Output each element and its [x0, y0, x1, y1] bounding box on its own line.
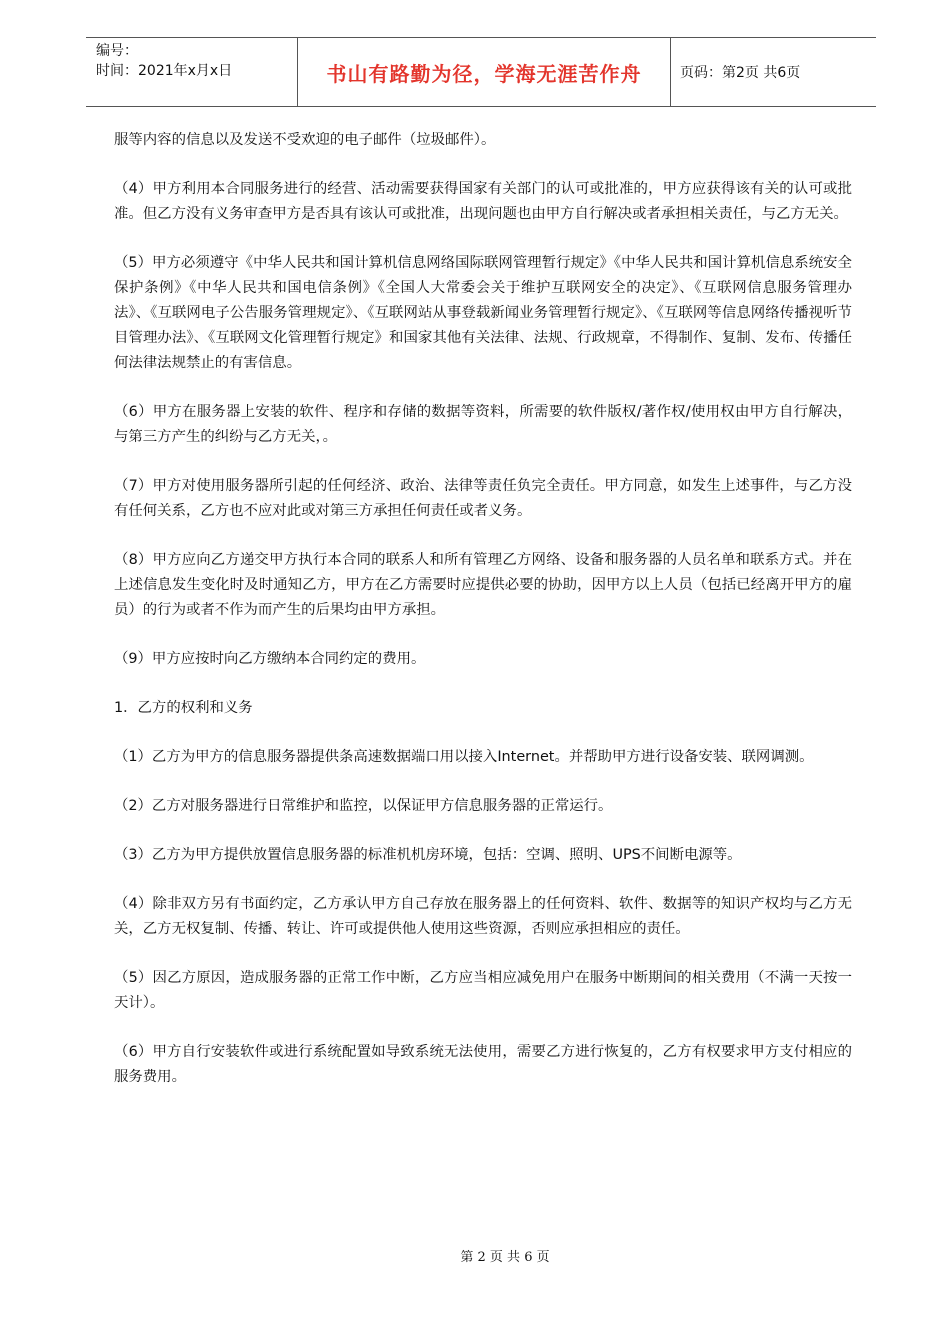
- paragraph: （2）乙方对服务器进行日常维护和监控，以保证甲方信息服务器的正常运行。: [114, 798, 613, 814]
- header-meta: [86, 38, 298, 106]
- header-page-info: 页码：第2页 共6页: [680, 65, 801, 81]
- paragraph: 服等内容的信息以及发送不受欢迎的电子邮件（垃圾邮件）。: [114, 132, 496, 148]
- paragraph: （6）甲方在服务器上安装的软件、程序和存储的数据等资料，所需要的软件版权/著作权/使用权由甲方自行解决，与第三方产生的纠纷与乙方无关，。: [114, 404, 852, 445]
- document-date: 时间：2021年x月x日: [96, 63, 233, 79]
- paragraph: （6）甲方自行安装软件或进行系统配置如导致系统无法使用，需要乙方进行恢复的，乙方有权要求甲方支付相应的服务费用。: [114, 1044, 852, 1085]
- paragraph: （4）甲方利用本合同服务进行的经营、活动需要获得国家有关部门的认可或批准的，甲方应获得该有关的认可或批准。但乙方没有义务审查甲方是否具有该认可或批准，出现问题也由甲方自行解决或者承担相关责任，与乙方无关。: [114, 181, 852, 222]
- document-number-label: 编号：: [96, 43, 138, 59]
- paragraph: （9）甲方应按时向乙方缴纳本合同约定的费用。: [114, 651, 426, 667]
- paragraph: （5）甲方必须遵守《中华人民共和国计算机信息网络国际联网管理暂行规定》《中华人民共和国计算机信息系统安全保护条例》《中华人民共和国电信条例》《全国人大常委会关于维护互联网安全的决定》、《互联网信息服务管理办法》、《互联网电子公告服务管理规定》、《互联网站从事登载新闻业务管理暂行规定》、《互联网等信息网络传播视听节目管理办法》、《互联网文化管理暂行规定》和国家其他有关法律、法规、行政规章，不得制作、复制、发布、传播任何法律法规禁止的有害信息。: [114, 255, 852, 371]
- document-body: [114, 128, 852, 1114]
- paragraph: （4）除非双方另有书面约定，乙方承认甲方自己存放在服务器上的任何资料、软件、数据等的知识产权均与乙方无关，乙方无权复制、传播、转让、许可或提供他人使用这些资源，否则应承担相应的责任。: [114, 896, 852, 937]
- section-heading: 1．乙方的权利和义务: [114, 700, 253, 716]
- paragraph: （5）因乙方原因，造成服务器的正常工作中断，乙方应当相应减免用户在服务中断期间的相关费用（不满一天按一天计）。: [114, 970, 852, 1011]
- paragraph: （8）甲方应向乙方递交甲方执行本合同的联系人和所有管理乙方网络、设备和服务器的人员名单和联系方式。并在上述信息发生变化时及时通知乙方，甲方在乙方需要时应提供必要的协助，因甲方以上人员（包括已经离开甲方的雇员）的行为或者不作为而产生的后果均由甲方承担。: [114, 552, 852, 618]
- paragraph: （1）乙方为甲方的信息服务器提供条高速数据端口用以接入Internet。并帮助甲方进行设备安装、联网调测。: [114, 749, 814, 765]
- page-header: [86, 37, 876, 107]
- page-footer: 第 2 页 共 6 页: [460, 1250, 550, 1265]
- paragraph: （7）甲方对使用服务器所引起的任何经济、政治、法律等责任负完全责任。甲方同意，如发生上述事件，与乙方没有任何关系，乙方也不应对此或对第三方承担任何责任或者义务。: [114, 478, 852, 519]
- paragraph: （3）乙方为甲方提供放置信息服务器的标准机机房环境，包括：空调、照明、UPS不间断电源等。: [114, 847, 742, 863]
- header-motto: 书山有路勤为径，学海无涯苦作舟: [298, 38, 671, 106]
